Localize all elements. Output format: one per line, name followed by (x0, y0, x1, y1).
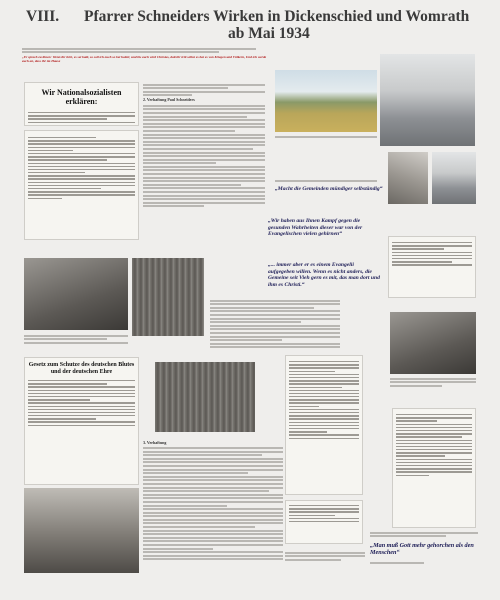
intro-text-block (22, 46, 268, 76)
newspaper-clipping-1 (24, 82, 139, 126)
newspaper-headline-1: Wir Nationalsozialisten erklären: (41, 88, 122, 106)
quote-4: „Man muß Gott mehr gehorchen als den Menschen“ (370, 542, 474, 557)
letter-document-1 (388, 236, 476, 298)
crowd-photo (24, 258, 128, 330)
church-photo (380, 54, 475, 146)
group-photo-caption (390, 376, 476, 392)
letter-document-4 (285, 500, 363, 544)
marching-photo (155, 362, 255, 432)
main-text-column-3 (143, 440, 283, 580)
building-photo-1 (388, 152, 428, 204)
main-text-column-1 (143, 82, 265, 247)
quote-1: „Macht die Gemeinden mündiger selbständig“ (275, 186, 383, 192)
village-landscape-photo (275, 70, 377, 132)
newspaper-clipping-2 (24, 357, 139, 485)
page-subtitle: ab Mai 1934 (228, 25, 310, 42)
photo-caption-block (24, 333, 128, 351)
building-photo-2 (432, 152, 476, 204)
doc-caption (285, 550, 365, 572)
flag-parade-photo (132, 258, 204, 336)
newspaper-headline-2: Gesetz zum Schutze des deutschen Blutes und der deutschen Ehre (28, 362, 135, 375)
section2-heading: 3. Verhaftung (143, 440, 167, 445)
village-caption (275, 134, 377, 142)
page-title: Pfarrer Schneiders Wirken in Dickenschied und Womrath (84, 8, 470, 25)
decree-document (24, 130, 139, 240)
group-photo (390, 312, 476, 374)
intro-bible-quote: „Er sprach zu ihnen: Wenn ihr hört, es sei bald, so soll ich euch so bei haltet; und bis euch wird Christus, daß ihr tritt selbst es hat es von Kriegen und Völkern, Und ich werde euch an, dass ihr im Hause (22, 54, 267, 64)
protest-photo (24, 488, 139, 573)
letter-document-2 (285, 355, 363, 495)
quote1-lead (275, 178, 377, 186)
section-number: VIII. (26, 8, 60, 25)
letter-document-3 (392, 408, 476, 528)
quote-3: „... immer aber er es einem Evangelii aufgegeben willen. Wenn es nicht anders, die Gemeine seit Vieh gern es mit, das man dort und ihm es Christi.“ (268, 262, 380, 288)
quote-2: „Wir haben aus Ihnen Kampf gegen die gesunden Wahrheiten dieser war von der Evangelischen vielen gehirnen“ (268, 218, 363, 238)
quote4-lead (370, 530, 478, 540)
section-heading: 2. Verhaftung Paul Schneiders (143, 97, 195, 103)
quote4-source (370, 560, 478, 568)
